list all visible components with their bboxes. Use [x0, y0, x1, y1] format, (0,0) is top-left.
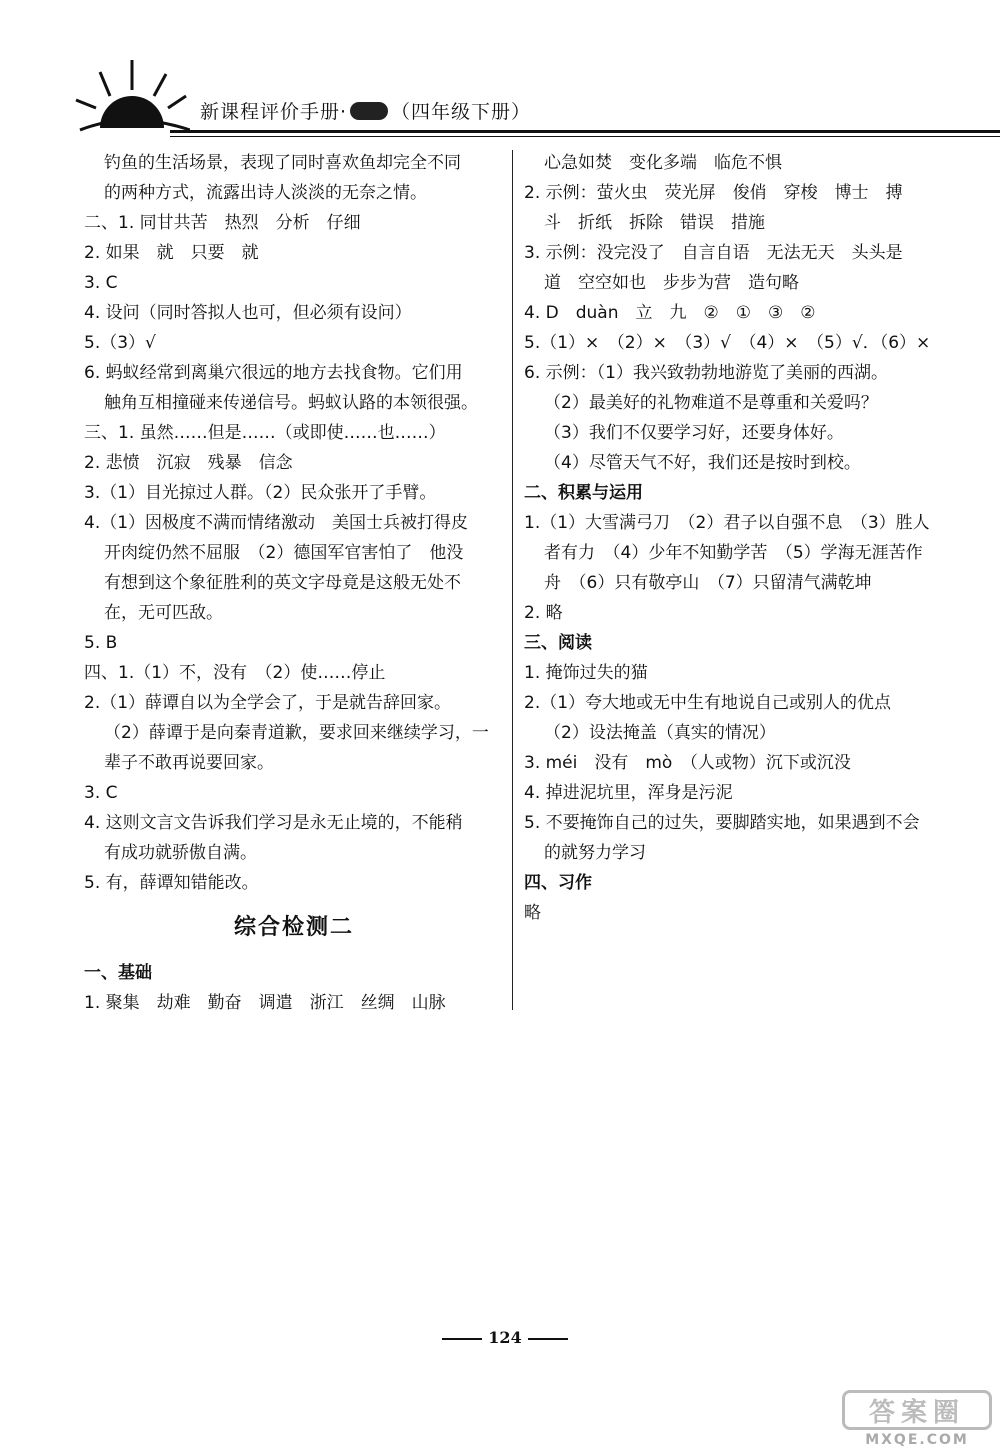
answer-line: 斗 折纸 拆除 错误 措施	[544, 213, 765, 233]
answer-line: 4.（1）因极度不满而情绪激动 美国士兵被打得皮	[84, 513, 469, 533]
section-label: 四、习作	[524, 873, 592, 893]
subject-badge-icon	[350, 102, 388, 120]
answer-line: 的两种方式，流露出诗人淡淡的无奈之情。	[104, 183, 427, 203]
answer-line: 3. C	[84, 273, 118, 293]
answer-line: 1.（1）大雪满弓刀 （2）君子以自强不息 （3）胜人	[524, 513, 930, 533]
sun-icon	[70, 50, 190, 140]
answer-line: 3. C	[84, 783, 118, 803]
answer-line: 6. 蚂蚁经常到离巢穴很远的地方去找食物。它们用	[84, 363, 463, 383]
answer-line: 2.（1）夸大地或无中生有地说自己或别人的优点	[524, 693, 892, 713]
answer-line: 辈子不敢再说要回家。	[104, 753, 274, 773]
right-column	[524, 148, 954, 928]
page-number: 124	[488, 1328, 522, 1347]
answer-line: 在，无可匹敌。	[104, 603, 223, 623]
section-label: 二、积累与运用	[524, 483, 643, 503]
answer-line: 1. 聚集 劫难 勤奋 调遣 浙江 丝绸 山脉	[84, 993, 446, 1013]
footer-ornament-right-icon	[528, 1338, 568, 1340]
left-column	[84, 148, 504, 1018]
header-title-suffix: （四年级下册）	[391, 101, 532, 123]
section-label: 三、阅读	[524, 633, 592, 653]
answer-line: 3. méi 没有 mò （人或物）沉下或沉没	[524, 753, 851, 773]
answer-line: 3.（1）目光掠过人群。（2）民众张开了手臂。	[84, 483, 437, 503]
section-label: 一、基础	[84, 963, 152, 983]
answer-line: 道 空空如也 步步为营 造句略	[544, 273, 799, 293]
answer-line: 4. 设问（同时答拟人也可，但必须有设问）	[84, 303, 412, 323]
page-footer	[430, 1328, 580, 1358]
answer-line: 二、1. 同甘共苦 热烈 分析 仔细	[84, 213, 361, 233]
watermark	[842, 1390, 992, 1448]
answer-line: 者有力 （4）少年不知勤学苦 （5）学海无涯苦作	[544, 543, 923, 563]
answer-line: 4. 掉进泥坑里，浑身是污泥	[524, 783, 733, 803]
answer-line: 钓鱼的生活场景，表现了同时喜欢鱼却完全不同	[104, 153, 461, 173]
page-header	[70, 50, 950, 150]
answer-line: 开肉绽仍然不屈服 （2）德国军官害怕了 他没	[104, 543, 464, 563]
answer-line: 6. 示例：（1）我兴致勃勃地游览了美丽的西湖。	[524, 363, 888, 383]
answer-line: （2）最美好的礼物难道不是尊重和关爱吗？	[544, 393, 878, 413]
watermark-url: MXQE.COM	[865, 1432, 969, 1448]
answer-line: 2.（1）薛谭自以为全学会了，于是就告辞回家。	[84, 693, 452, 713]
answer-line: 2. 略	[524, 603, 563, 623]
answer-line: 5. 不要掩饰自己的过失，要脚踏实地，如果遇到不会	[524, 813, 920, 833]
header-title	[200, 97, 531, 124]
answer-line: 1. 掩饰过失的猫	[524, 663, 648, 683]
answer-line: 5.（3）√	[84, 333, 156, 353]
answer-line: 2. 示例：萤火虫 荧光屏 俊俏 穿梭 博士 搏	[524, 183, 903, 203]
answer-line: 3. 示例：没完没了 自言自语 无法无天 头头是	[524, 243, 903, 263]
answer-line: 舟 （6）只有敬亭山 （7）只留清气满乾坤	[544, 573, 872, 593]
answer-line: 4. D duàn 立 九 ② ① ③ ②	[524, 303, 816, 323]
answer-line: （4）尽管天气不好，我们还是按时到校。	[544, 453, 861, 473]
answer-line: 2. 如果 就 只要 就	[84, 243, 259, 263]
answer-line: 三、1. 虽然……但是……（或即使……也……）	[84, 423, 446, 443]
answer-line: 有成功就骄傲自满。	[104, 843, 257, 863]
header-rule-thin	[170, 136, 1000, 137]
column-divider	[512, 150, 513, 1010]
section-heading: 综合检测二	[233, 915, 354, 940]
answer-line: 有想到这个象征胜利的英文字母竟是这般无处不	[104, 573, 461, 593]
answer-line: 四、1.（1）不，没有 （2）使……停止	[84, 663, 386, 683]
answer-line: 5. B	[84, 633, 118, 653]
answer-line: 4. 这则文言文告诉我们学习是永无止境的，不能稍	[84, 813, 463, 833]
answer-line: （2）薛谭于是向秦青道歉，要求回来继续学习，一	[104, 723, 489, 743]
answer-line: （2）设法掩盖（真实的情况）	[544, 723, 776, 743]
answer-line: 的就努力学习	[544, 843, 646, 863]
header-title-prefix: 新课程评价手册·	[200, 101, 348, 123]
header-rule-thick	[170, 130, 1000, 133]
answer-line: （3）我们不仅要学习好，还要身体好。	[544, 423, 844, 443]
answer-line: 心急如焚 变化多端 临危不惧	[544, 153, 782, 173]
answer-line: 略	[524, 903, 541, 923]
watermark-logo: 答案圈	[842, 1390, 992, 1430]
answer-line: 5.（1）× （2）× （3）√ （4）× （5）√．（6）×	[524, 333, 931, 353]
answer-line: 5. 有，薛谭知错能改。	[84, 873, 259, 893]
answer-line: 触角互相撞碰来传递信号。蚂蚁认路的本领很强。	[104, 393, 478, 413]
footer-ornament-left-icon	[442, 1338, 482, 1340]
answer-line: 2. 悲愤 沉寂 残暴 信念	[84, 453, 293, 473]
